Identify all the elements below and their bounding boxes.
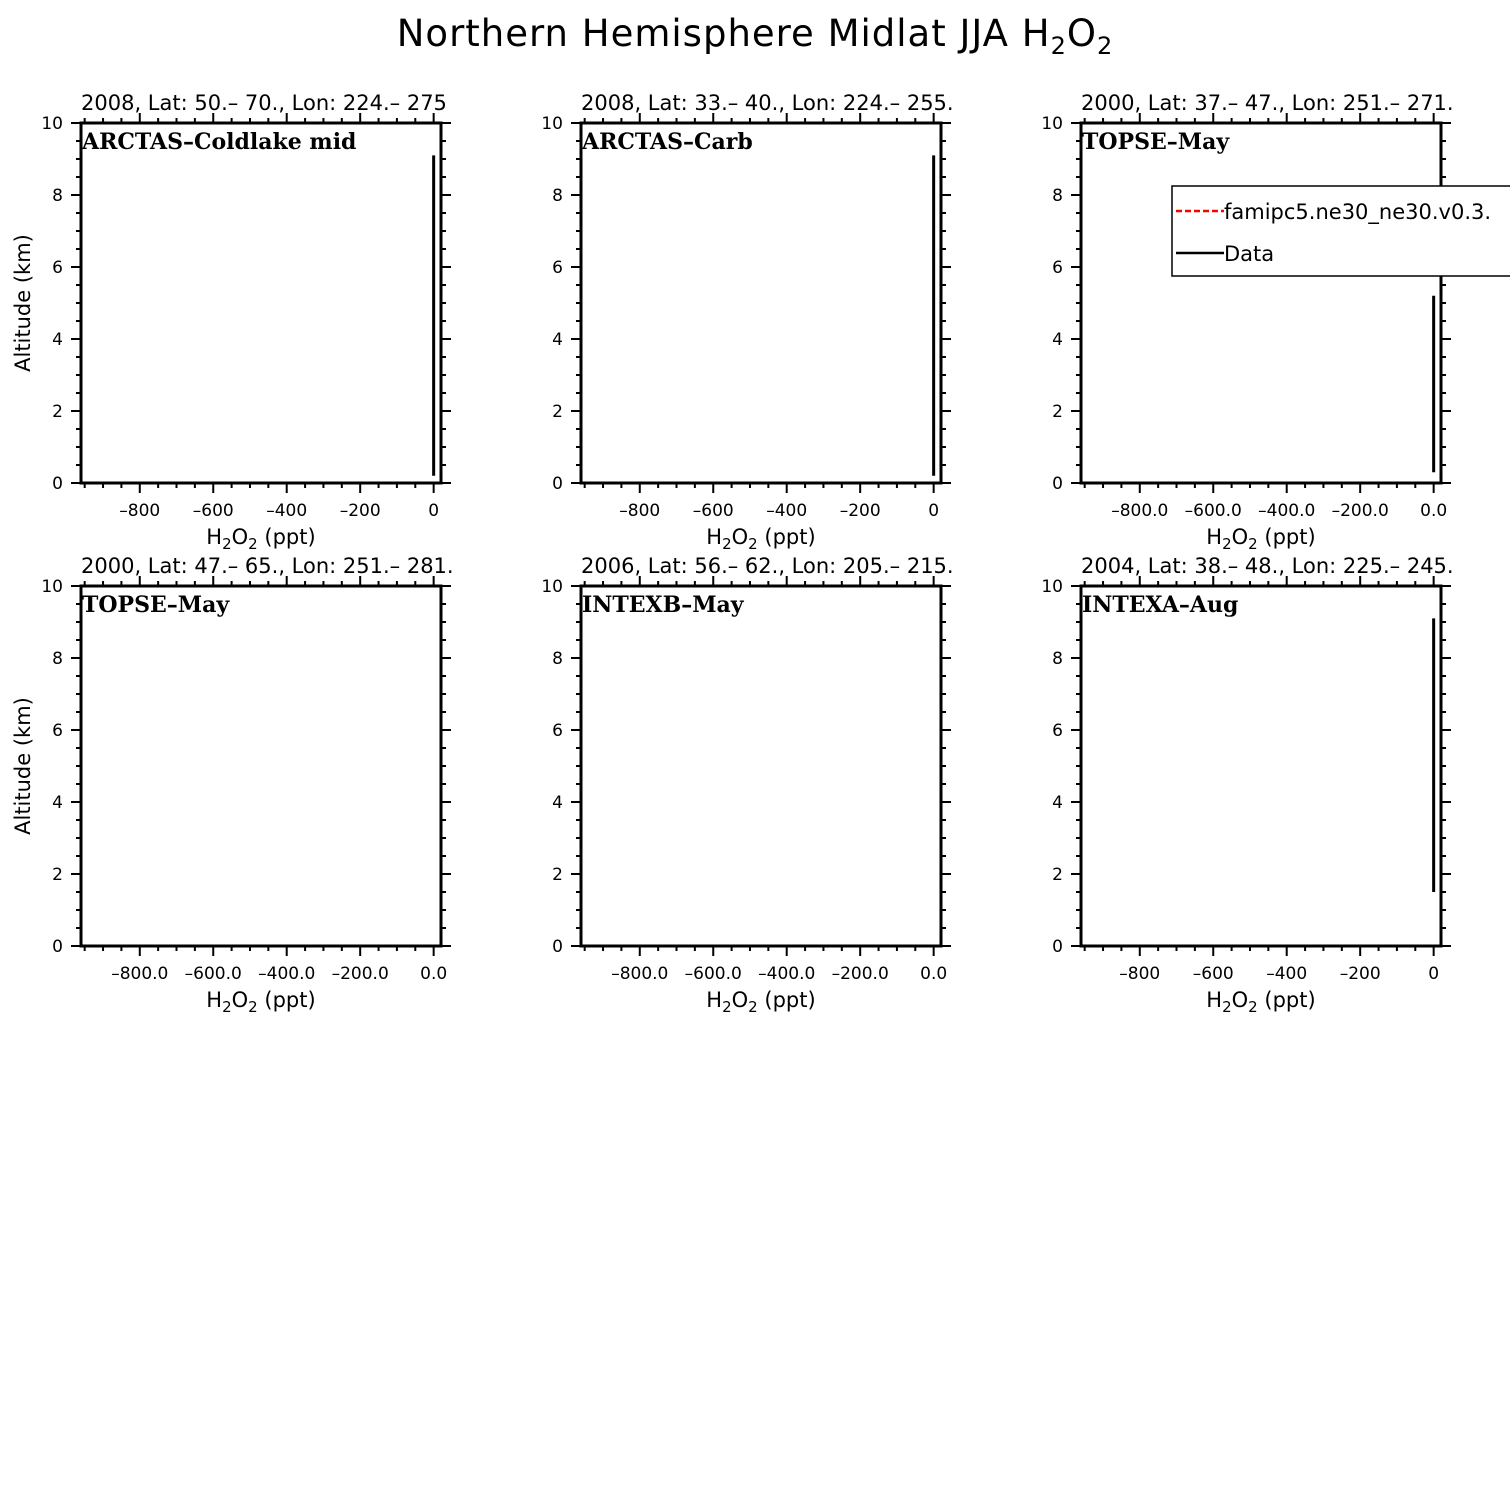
y-tick-label: 8: [1052, 186, 1063, 206]
y-tick-label: 10: [541, 114, 563, 134]
y-tick-label: 0: [552, 937, 563, 957]
campaign-label: TOPSE–May: [82, 592, 230, 618]
x-tick-label: –600.0: [184, 964, 242, 984]
chart-panel-4: [11, 554, 454, 1016]
figure-title: [397, 12, 1114, 60]
y-tick-label: 0: [52, 937, 63, 957]
panel-title: 2000, Lat: 47.– 65., Lon: 251.– 281.: [81, 554, 454, 578]
y-tick-label: 6: [52, 258, 63, 278]
y-tick-label: 2: [1052, 865, 1063, 885]
x-tick-label: 0.0: [420, 964, 448, 984]
panel-title: 2006, Lat: 56.– 62., Lon: 205.– 215.: [581, 554, 954, 578]
y-tick-label: 4: [552, 330, 563, 350]
x-axis-label: $H_2O_2$ (ppt): [1206, 525, 1316, 553]
x-tick-label: 0: [1428, 964, 1440, 984]
x-tick-label: –600: [692, 501, 734, 521]
x-axis-label: $H_2O_2$ (ppt): [706, 525, 816, 553]
campaign-label: INTEXA–Aug: [1082, 592, 1239, 618]
x-tick-label: –800.0: [611, 964, 669, 984]
plot-frame: [1081, 123, 1441, 483]
panel-title: 2008, Lat: 33.– 40., Lon: 224.– 255.: [581, 91, 954, 115]
y-tick-label: 6: [552, 721, 563, 741]
y-tick-label: 10: [41, 114, 63, 134]
x-tick-label: –600: [1192, 964, 1234, 984]
x-tick-label: –200: [839, 501, 881, 521]
y-tick-label: 4: [52, 330, 63, 350]
x-tick-label: –600.0: [1184, 501, 1242, 521]
panels: [11, 91, 1510, 1016]
y-tick-label: 2: [52, 402, 63, 422]
x-axis-label: $H_2O_2$ (ppt): [206, 988, 316, 1016]
x-tick-label: –400.0: [758, 964, 816, 984]
plot-frame: [81, 586, 441, 946]
x-tick-label: –400.0: [1258, 501, 1316, 521]
campaign-label: ARCTAS–Coldlake mid: [82, 129, 357, 155]
x-tick-label: –600: [192, 501, 234, 521]
figure-title-text: Northern Hemisphere Midlat JJA H: [396, 12, 1051, 55]
y-tick-label: 4: [52, 793, 63, 813]
x-tick-label: –800: [619, 501, 661, 521]
y-tick-label: 0: [1052, 937, 1063, 957]
y-tick-label: 8: [1052, 649, 1063, 669]
x-tick-label: 0.0: [1420, 501, 1448, 521]
x-tick-label: –200.0: [831, 964, 889, 984]
plot-frame: [1081, 586, 1441, 946]
chart-panel-3: [1041, 91, 1510, 553]
y-tick-label: 2: [552, 402, 563, 422]
plot-frame: [81, 123, 441, 483]
figure-title-subscript: 2: [1096, 32, 1114, 60]
y-tick-label: 6: [552, 258, 563, 278]
y-tick-label: 0: [552, 474, 563, 494]
y-tick-label: 4: [1052, 330, 1063, 350]
campaign-label: TOPSE–May: [1082, 129, 1230, 155]
y-tick-label: 6: [1052, 258, 1063, 278]
y-tick-label: 10: [541, 577, 563, 597]
y-tick-label: 8: [52, 186, 63, 206]
y-tick-label: 4: [1052, 793, 1063, 813]
x-tick-label: –800.0: [1111, 501, 1169, 521]
x-tick-label: –200: [339, 501, 381, 521]
chart-panel-6: [1041, 554, 1453, 1016]
y-tick-label: 6: [52, 721, 63, 741]
y-tick-label: 4: [552, 793, 563, 813]
x-tick-label: 0: [928, 501, 940, 521]
legend-label: famipc5.ne30_ne30.v0.3.: [1224, 200, 1492, 224]
panel-title: 2004, Lat: 38.– 48., Lon: 225.– 245.: [1081, 554, 1454, 578]
x-axis-label: $H_2O_2$ (ppt): [706, 988, 816, 1016]
x-tick-label: –800.0: [111, 964, 169, 984]
y-axis-label: Altitude (km): [11, 234, 35, 372]
y-tick-label: 8: [552, 186, 563, 206]
y-axis-label: Altitude (km): [11, 697, 35, 835]
y-tick-label: 2: [1052, 402, 1063, 422]
x-axis-label: $H_2O_2$ (ppt): [1206, 988, 1316, 1016]
y-tick-label: 8: [52, 649, 63, 669]
x-tick-label: –200: [1339, 964, 1381, 984]
campaign-label: INTEXB–May: [582, 592, 744, 618]
chart-panel-5: [541, 554, 953, 1016]
campaign-label: ARCTAS–Carb: [582, 129, 753, 155]
x-tick-label: –400.0: [258, 964, 316, 984]
panel-title: 2000, Lat: 37.– 47., Lon: 251.– 271.: [1081, 91, 1454, 115]
x-tick-label: –400: [266, 501, 308, 521]
y-tick-label: 2: [552, 865, 563, 885]
x-tick-label: –800: [119, 501, 161, 521]
legend-label: Data: [1224, 242, 1275, 266]
x-tick-label: –800: [1119, 964, 1161, 984]
y-tick-label: 6: [1052, 721, 1063, 741]
legend: [1172, 186, 1510, 276]
y-tick-label: 0: [1052, 474, 1063, 494]
x-tick-label: 0.0: [920, 964, 948, 984]
y-tick-label: 8: [552, 649, 563, 669]
panel-title: 2008, Lat: 50.– 70., Lon: 224.– 275: [81, 91, 447, 115]
chart-panel-1: [11, 91, 451, 553]
y-tick-label: 10: [1041, 114, 1063, 134]
x-tick-label: –200.0: [331, 964, 389, 984]
x-tick-label: –200.0: [1331, 501, 1389, 521]
x-tick-label: 0: [428, 501, 440, 521]
figure-title-subscript: 2: [1050, 32, 1067, 60]
chart-panel-2: [541, 91, 953, 553]
x-axis-label: $H_2O_2$ (ppt): [206, 525, 316, 553]
x-tick-label: –400: [766, 501, 808, 521]
y-tick-label: 10: [41, 577, 63, 597]
x-tick-label: –400: [1266, 964, 1308, 984]
x-tick-label: –600.0: [684, 964, 742, 984]
plot-frame: [581, 586, 941, 946]
y-tick-label: 2: [52, 865, 63, 885]
plot-frame: [581, 123, 941, 483]
y-tick-label: 10: [1041, 577, 1063, 597]
y-tick-label: 0: [52, 474, 63, 494]
figure-title-o: O: [1066, 12, 1097, 55]
